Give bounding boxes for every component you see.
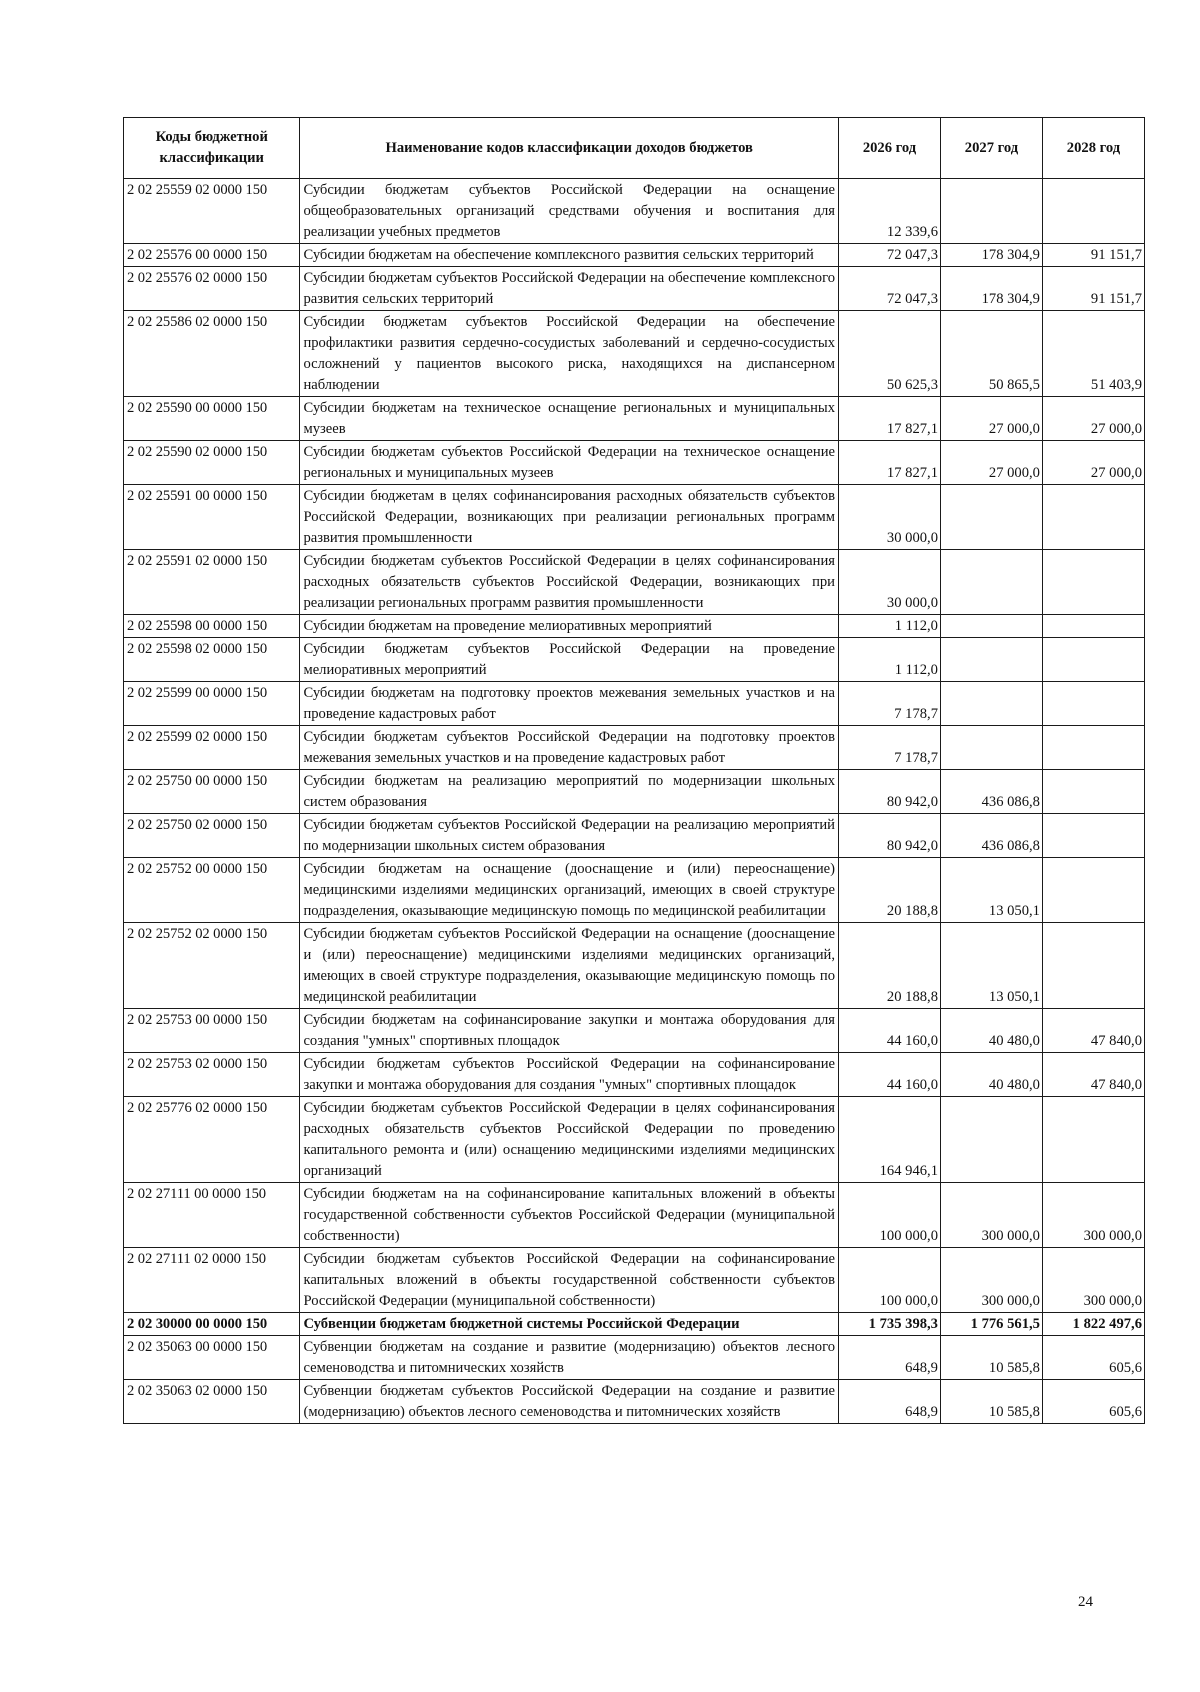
value-2027-cell: 10 585,8	[940, 1336, 1042, 1380]
value-2026-cell: 7 178,7	[839, 682, 941, 726]
value-2028-cell: 300 000,0	[1042, 1248, 1144, 1313]
value-2027-cell: 178 304,9	[940, 267, 1042, 311]
value-2026-cell: 7 178,7	[839, 726, 941, 770]
name-cell: Субсидии бюджетам субъектов Российской Федерации в целях софинансирования расходных обязательств субъектов Российской Федерации по проведению капитального ремонта и (или) оснащению медицинскими изделиями медицинских организаций	[300, 1097, 839, 1183]
header-name: Наименование кодов классификации доходов бюджетов	[300, 118, 839, 179]
value-2028-cell	[1042, 550, 1144, 615]
value-2028-cell	[1042, 770, 1144, 814]
table-row	[124, 311, 1145, 397]
value-2027-cell	[940, 550, 1042, 615]
code-cell: 2 02 25590 00 0000 150	[124, 397, 300, 441]
page-number: 24	[1078, 1594, 1093, 1610]
value-2027-cell: 178 304,9	[940, 244, 1042, 267]
value-2027-cell	[940, 485, 1042, 550]
table-row	[124, 441, 1145, 485]
value-2027-cell	[940, 682, 1042, 726]
value-2028-cell: 1 822 497,6	[1042, 1313, 1144, 1336]
table-row	[124, 1380, 1145, 1424]
name-cell: Субсидии бюджетам в целях софинансирования расходных обязательств субъектов Российской Федерации, возникающих при реализации региональных программ развития промышленности	[300, 485, 839, 550]
value-2026-cell: 164 946,1	[839, 1097, 941, 1183]
code-cell: 2 02 25750 02 0000 150	[124, 814, 300, 858]
value-2027-cell: 436 086,8	[940, 814, 1042, 858]
code-cell: 2 02 25752 00 0000 150	[124, 858, 300, 923]
code-cell: 2 02 25576 02 0000 150	[124, 267, 300, 311]
name-cell: Субвенции бюджетам бюджетной системы Российской Федерации	[300, 1313, 839, 1336]
value-2027-cell	[940, 1097, 1042, 1183]
name-cell: Субвенции бюджетам субъектов Российской Федерации на создание и развитие (модернизацию) объектов лесного семеноводства и питомнических хозяйств	[300, 1380, 839, 1424]
revenue-classification-table	[123, 117, 1145, 1424]
table-row	[124, 1053, 1145, 1097]
value-2028-cell: 47 840,0	[1042, 1053, 1144, 1097]
table-row	[124, 682, 1145, 726]
value-2026-cell: 80 942,0	[839, 814, 941, 858]
name-cell: Субсидии бюджетам на обеспечение комплексного развития сельских территорий	[300, 244, 839, 267]
value-2028-cell	[1042, 638, 1144, 682]
table-row	[124, 858, 1145, 923]
value-2028-cell	[1042, 923, 1144, 1009]
value-2028-cell	[1042, 814, 1144, 858]
code-cell: 2 02 27111 00 0000 150	[124, 1183, 300, 1248]
value-2028-cell: 91 151,7	[1042, 267, 1144, 311]
value-2026-cell: 30 000,0	[839, 485, 941, 550]
value-2028-cell	[1042, 485, 1144, 550]
name-cell: Субсидии бюджетам субъектов Российской Федерации на оснащение (дооснащение и (или) переоснащение) медицинскими изделиями медицинских организаций, имеющих в своей структуре подразделения, оказывающие медицинскую помощь по медицинской реабилитации	[300, 923, 839, 1009]
table-row	[124, 267, 1145, 311]
name-cell: Субсидии бюджетам на проведение мелиоративных мероприятий	[300, 615, 839, 638]
value-2028-cell: 51 403,9	[1042, 311, 1144, 397]
name-cell: Субсидии бюджетам на софинансирование закупки и монтажа оборудования для создания "умных" спортивных площадок	[300, 1009, 839, 1053]
value-2027-cell: 300 000,0	[940, 1183, 1042, 1248]
header-2028: 2028 год	[1042, 118, 1144, 179]
name-cell: Субсидии бюджетам на техническое оснащение региональных и муниципальных музеев	[300, 397, 839, 441]
value-2027-cell	[940, 179, 1042, 244]
table-row	[124, 1248, 1145, 1313]
value-2028-cell	[1042, 1097, 1144, 1183]
code-cell: 2 02 25750 00 0000 150	[124, 770, 300, 814]
value-2028-cell: 300 000,0	[1042, 1183, 1144, 1248]
name-cell: Субсидии бюджетам на подготовку проектов межевания земельных участков и на проведение кадастровых работ	[300, 682, 839, 726]
table-row	[124, 1009, 1145, 1053]
name-cell: Субсидии бюджетам субъектов Российской Федерации на обеспечение комплексного развития сельских территорий	[300, 267, 839, 311]
header-2026: 2026 год	[839, 118, 941, 179]
name-cell: Субсидии бюджетам на на софинансирование капитальных вложений в объекты государственной собственности субъектов Российской Федерации (муниципальной собственности)	[300, 1183, 839, 1248]
code-cell: 2 02 25753 00 0000 150	[124, 1009, 300, 1053]
table-row	[124, 1183, 1145, 1248]
value-2028-cell	[1042, 682, 1144, 726]
name-cell: Субсидии бюджетам субъектов Российской Федерации на обеспечение профилактики развития сердечно-сосудистых заболеваний и сердечно-сосудистых осложнений у пациентов высокого риска, находящихся на диспансерном наблюдении	[300, 311, 839, 397]
header-code: Коды бюджетной классификации	[124, 118, 300, 179]
value-2026-cell: 30 000,0	[839, 550, 941, 615]
value-2027-cell: 10 585,8	[940, 1380, 1042, 1424]
value-2026-cell: 648,9	[839, 1336, 941, 1380]
value-2026-cell: 1 112,0	[839, 615, 941, 638]
table-row	[124, 179, 1145, 244]
value-2028-cell: 47 840,0	[1042, 1009, 1144, 1053]
name-cell: Субсидии бюджетам на реализацию мероприятий по модернизации школьных систем образования	[300, 770, 839, 814]
name-cell: Субсидии бюджетам субъектов Российской Федерации на проведение мелиоративных мероприятий	[300, 638, 839, 682]
code-cell: 2 02 30000 00 0000 150	[124, 1313, 300, 1336]
code-cell: 2 02 25753 02 0000 150	[124, 1053, 300, 1097]
value-2026-cell: 72 047,3	[839, 267, 941, 311]
value-2027-cell	[940, 615, 1042, 638]
value-2027-cell: 40 480,0	[940, 1009, 1042, 1053]
name-cell: Субсидии бюджетам субъектов Российской Федерации на реализацию мероприятий по модернизации школьных систем образования	[300, 814, 839, 858]
value-2026-cell: 17 827,1	[839, 397, 941, 441]
value-2026-cell: 648,9	[839, 1380, 941, 1424]
table-row	[124, 1097, 1145, 1183]
value-2028-cell: 605,6	[1042, 1336, 1144, 1380]
value-2028-cell	[1042, 179, 1144, 244]
table-row	[124, 1336, 1145, 1380]
value-2027-cell: 13 050,1	[940, 858, 1042, 923]
value-2027-cell: 300 000,0	[940, 1248, 1042, 1313]
value-2026-cell: 100 000,0	[839, 1248, 941, 1313]
code-cell: 2 02 35063 00 0000 150	[124, 1336, 300, 1380]
code-cell: 2 02 25599 02 0000 150	[124, 726, 300, 770]
value-2027-cell: 436 086,8	[940, 770, 1042, 814]
header-2027: 2027 год	[940, 118, 1042, 179]
value-2027-cell: 27 000,0	[940, 397, 1042, 441]
value-2027-cell: 40 480,0	[940, 1053, 1042, 1097]
table-row	[124, 485, 1145, 550]
code-cell: 2 02 25752 02 0000 150	[124, 923, 300, 1009]
code-cell: 2 02 25598 00 0000 150	[124, 615, 300, 638]
name-cell: Субсидии бюджетам субъектов Российской Федерации в целях софинансирования расходных обязательств субъектов Российской Федерации, возникающих при реализации региональных программ развития промышленности	[300, 550, 839, 615]
code-cell: 2 02 25598 02 0000 150	[124, 638, 300, 682]
table-row	[124, 814, 1145, 858]
value-2026-cell: 44 160,0	[839, 1009, 941, 1053]
code-cell: 2 02 25599 00 0000 150	[124, 682, 300, 726]
value-2026-cell: 20 188,8	[839, 858, 941, 923]
name-cell: Субвенции бюджетам на создание и развитие (модернизацию) объектов лесного семеноводства и питомнических хозяйств	[300, 1336, 839, 1380]
value-2028-cell	[1042, 726, 1144, 770]
value-2026-cell: 1 735 398,3	[839, 1313, 941, 1336]
name-cell: Субсидии бюджетам на оснащение (дооснащение и (или) переоснащение) медицинскими изделиями медицинских организаций, имеющих в своей структуре подразделения, оказывающие медицинскую помощь по медицинской реабилитации	[300, 858, 839, 923]
table-row	[124, 638, 1145, 682]
table-row	[124, 550, 1145, 615]
value-2026-cell: 72 047,3	[839, 244, 941, 267]
name-cell: Субсидии бюджетам субъектов Российской Федерации на техническое оснащение региональных и муниципальных музеев	[300, 441, 839, 485]
value-2027-cell: 1 776 561,5	[940, 1313, 1042, 1336]
table-row	[124, 397, 1145, 441]
value-2026-cell: 100 000,0	[839, 1183, 941, 1248]
value-2028-cell	[1042, 615, 1144, 638]
table-row	[124, 615, 1145, 638]
code-cell: 2 02 27111 02 0000 150	[124, 1248, 300, 1313]
table-header-row	[124, 118, 1145, 179]
name-cell: Субсидии бюджетам субъектов Российской Федерации на софинансирование закупки и монтажа оборудования для создания "умных" спортивных площадок	[300, 1053, 839, 1097]
value-2026-cell: 17 827,1	[839, 441, 941, 485]
value-2027-cell	[940, 638, 1042, 682]
value-2026-cell: 50 625,3	[839, 311, 941, 397]
value-2027-cell: 13 050,1	[940, 923, 1042, 1009]
value-2026-cell: 44 160,0	[839, 1053, 941, 1097]
value-2028-cell: 91 151,7	[1042, 244, 1144, 267]
name-cell: Субсидии бюджетам субъектов Российской Федерации на оснащение общеобразовательных организаций средствами обучения и воспитания для реализации учебных предметов	[300, 179, 839, 244]
value-2028-cell: 27 000,0	[1042, 441, 1144, 485]
value-2026-cell: 80 942,0	[839, 770, 941, 814]
code-cell: 2 02 25576 00 0000 150	[124, 244, 300, 267]
value-2027-cell: 50 865,5	[940, 311, 1042, 397]
value-2028-cell	[1042, 858, 1144, 923]
code-cell: 2 02 25591 00 0000 150	[124, 485, 300, 550]
value-2027-cell: 27 000,0	[940, 441, 1042, 485]
table-row	[124, 1313, 1145, 1336]
value-2026-cell: 12 339,6	[839, 179, 941, 244]
code-cell: 2 02 25586 02 0000 150	[124, 311, 300, 397]
code-cell: 2 02 25776 02 0000 150	[124, 1097, 300, 1183]
value-2026-cell: 20 188,8	[839, 923, 941, 1009]
value-2028-cell: 605,6	[1042, 1380, 1144, 1424]
code-cell: 2 02 25559 02 0000 150	[124, 179, 300, 244]
value-2028-cell: 27 000,0	[1042, 397, 1144, 441]
value-2026-cell: 1 112,0	[839, 638, 941, 682]
name-cell: Субсидии бюджетам субъектов Российской Федерации на софинансирование капитальных вложений в объекты государственной собственности субъектов Российской Федерации (муниципальной собственности)	[300, 1248, 839, 1313]
table-row	[124, 726, 1145, 770]
table-row	[124, 244, 1145, 267]
code-cell: 2 02 25590 02 0000 150	[124, 441, 300, 485]
value-2027-cell	[940, 726, 1042, 770]
name-cell: Субсидии бюджетам субъектов Российской Федерации на подготовку проектов межевания земельных участков и на проведение кадастровых работ	[300, 726, 839, 770]
code-cell: 2 02 35063 02 0000 150	[124, 1380, 300, 1424]
table-row	[124, 923, 1145, 1009]
table-row	[124, 770, 1145, 814]
code-cell: 2 02 25591 02 0000 150	[124, 550, 300, 615]
table-body	[124, 179, 1145, 1424]
